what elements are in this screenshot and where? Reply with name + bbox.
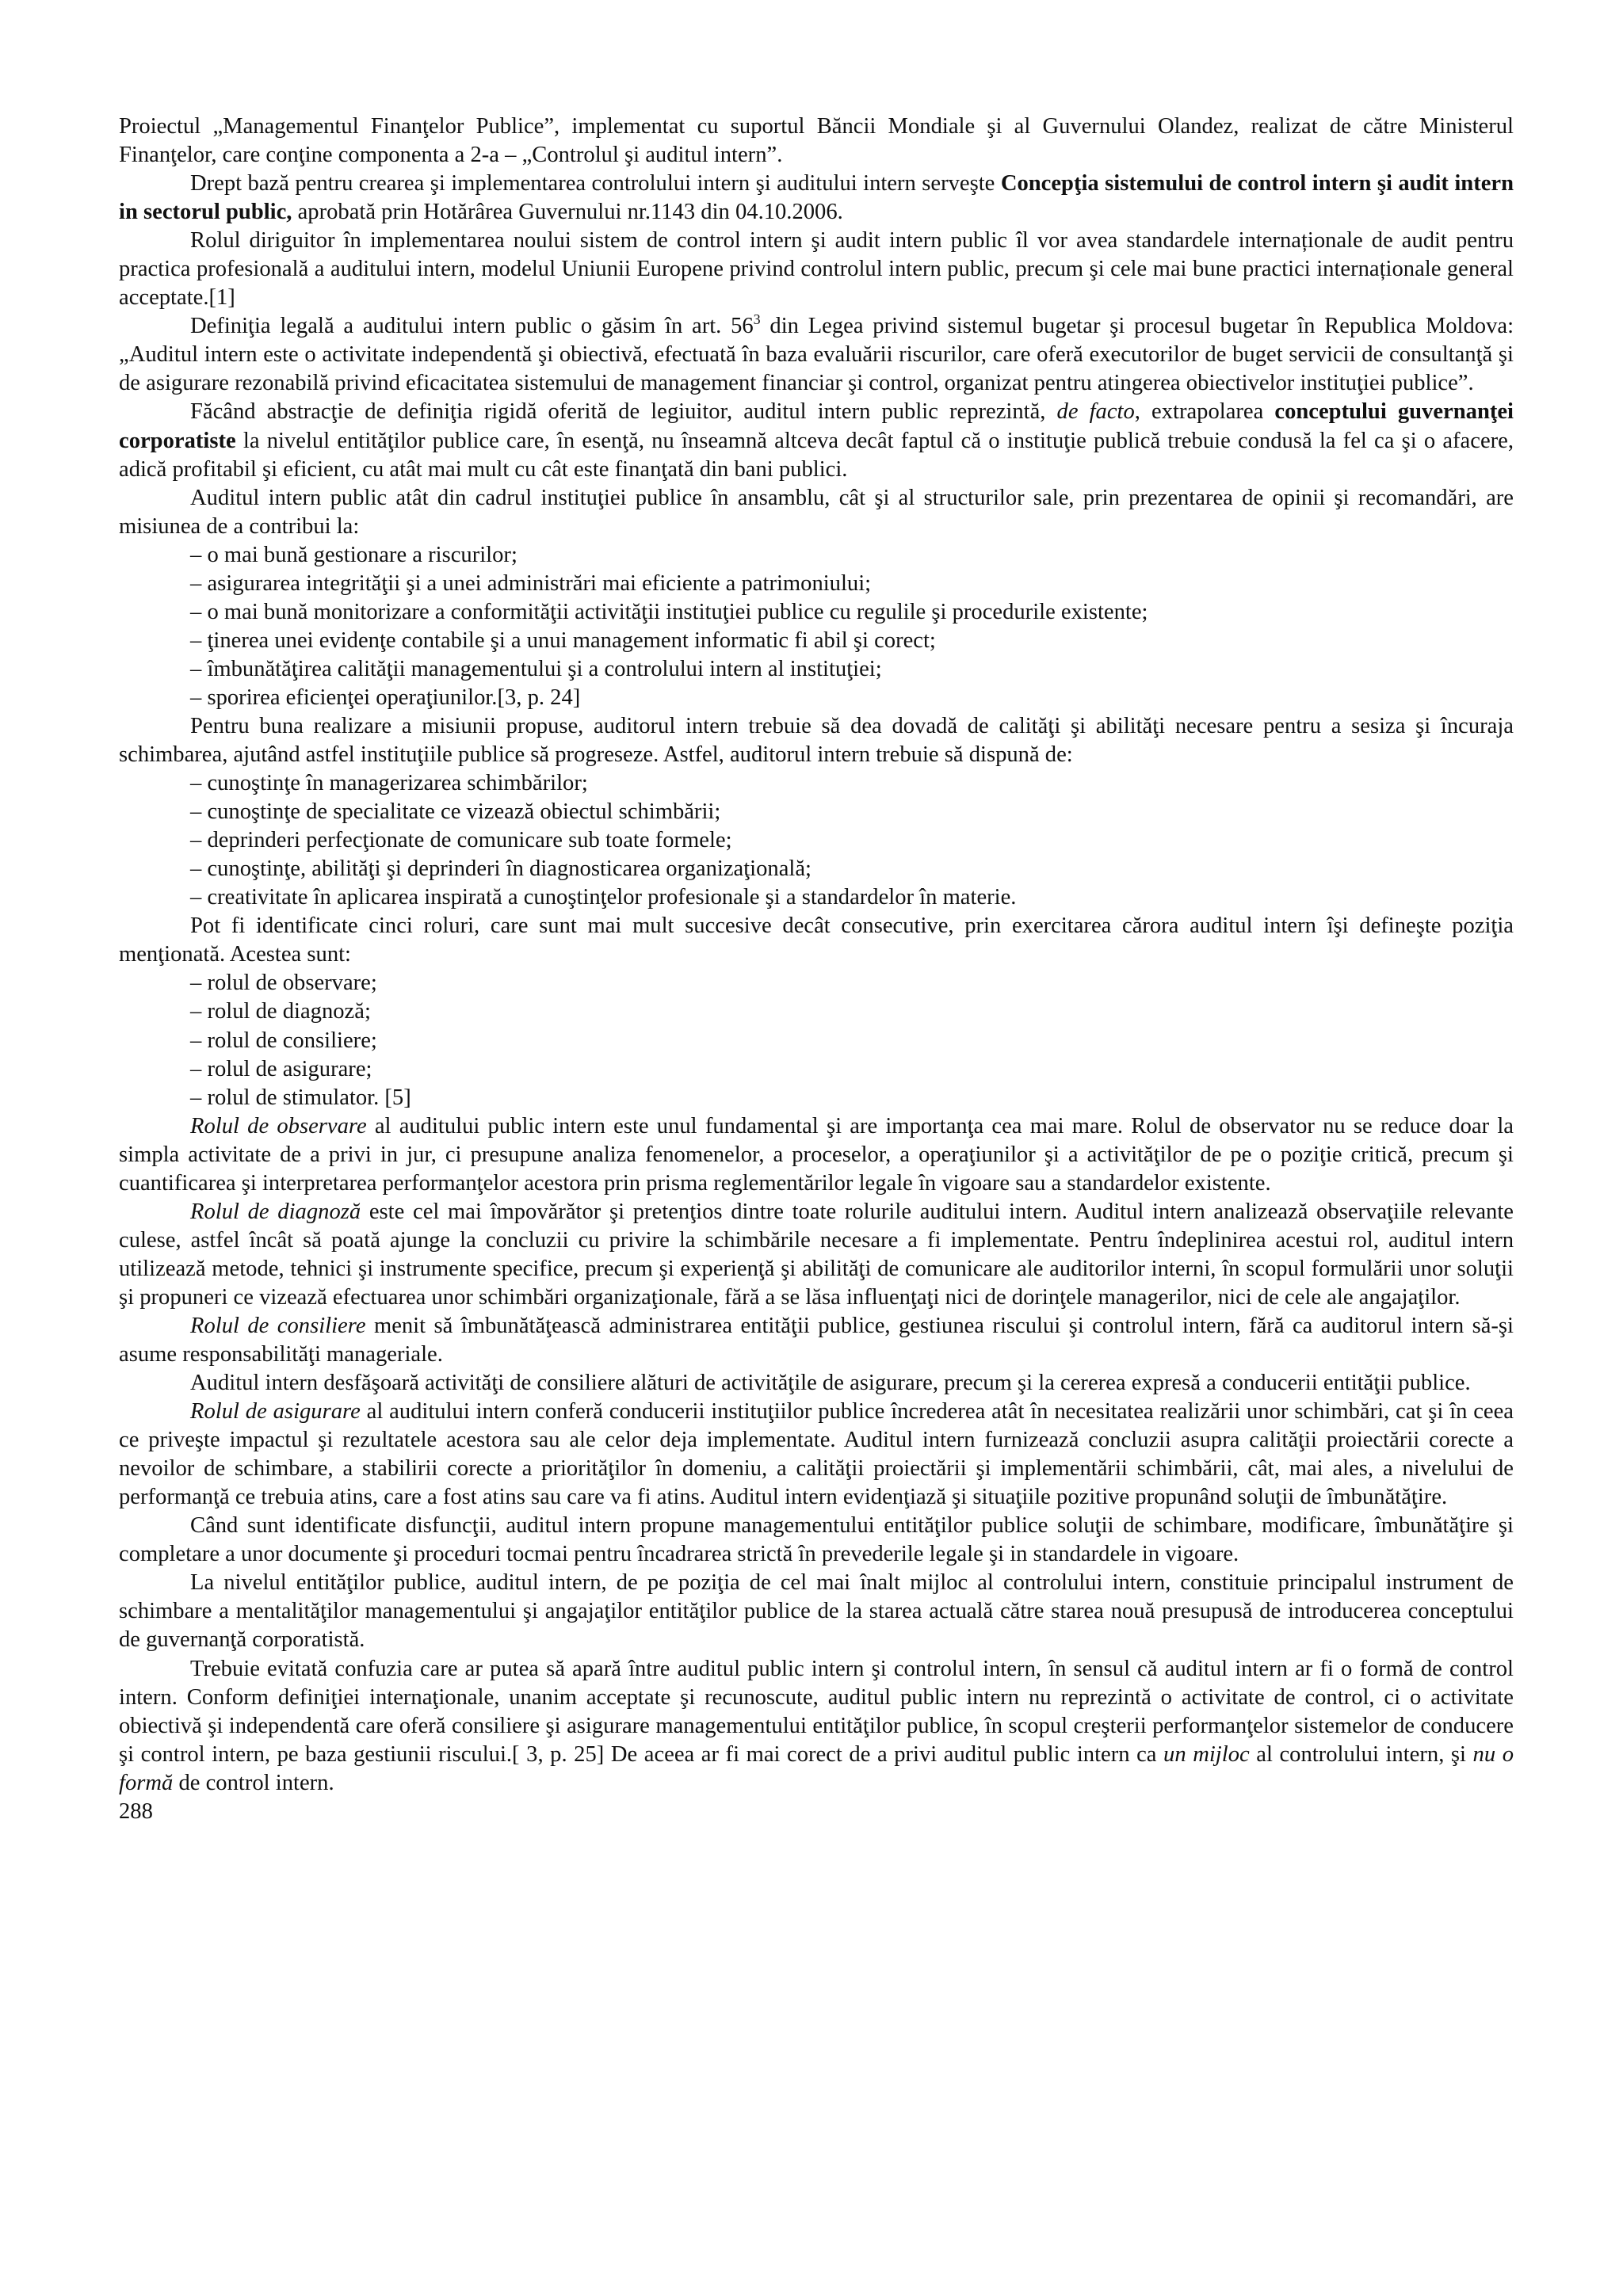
- paragraph-16: [119, 1655, 1514, 1798]
- paragraph-9: [119, 1112, 1514, 1198]
- italic-text: Rolul de observare: [190, 1113, 367, 1138]
- paragraph-8: Pot fi identificate cinci roluri, care sunt mai mult succesive decât consecutive, prin exercitarea cărora auditul intern îşi defineşte poziţia menţionată. Acestea sunt:: [119, 913, 1514, 967]
- list-item: – sporirea eficienţei operaţiunilor.[3, p. 24]: [190, 685, 581, 710]
- list-item: – ţinerea unei evidenţe contabile şi a unui management informatic fi abil şi corect;: [190, 627, 936, 653]
- italic-text: nu o formă: [119, 1741, 1514, 1795]
- italic-text: de facto: [1056, 399, 1135, 425]
- paragraph-11: [119, 1312, 1514, 1369]
- paragraph-15: La nivelul entităţilor publice, auditul intern, de pe poziţia de cel mai înalt mijloc al controlului intern, constituie principalul instrument de schimbare a mentalităţilor managementului şi angajaţilor entităţilor publice de la starea actuală către starea nouă presupusă de introducerea conceptului de guvernanţă corporatistă.: [119, 1570, 1514, 1653]
- text-run: , extrapolarea: [1134, 399, 1275, 425]
- text-run: Făcând abstracţie de definiţia rigidă oferită de legiuitor, auditul intern public reprezintă,: [190, 399, 1057, 425]
- text-run: la nivelul entităţilor publice care, în esenţă, nu înseamnă altceva decât faptul că o instituţie publică trebuie condusă la fel ca şi o afacere, adică profitabil şi eficient, cu atât mai mult cu cât este finanţată din bani publici.: [119, 428, 1514, 482]
- text-run: al controlului intern, şi: [1249, 1741, 1473, 1767]
- bold-text: conceptului guvernanţei corporatiste: [119, 399, 1514, 453]
- text-run: este cel mai împovărător şi pretenţios dintre toate rolurile auditului intern. Auditul intern analizează observaţiile relevante culese, astfel încât să poată ajunge la concluzii cu privire la schimbările necesare a fi implementate. Pentru îndeplinirea acestui rol, auditul intern utilizează metode, tehnici şi instrumente specifice, precum şi experienţă şi abilităţi de comunicare ale auditorilor interni, în scopul formulării unor soluţii şi propuneri ce vizează efectuarea unor schimbări organizaţionale, fără a se lăsa influenţaţi nici de dorinţele managerilor, nici de cele ale angajaţilor.: [119, 1199, 1514, 1310]
- text-run: Trebuie evitată confuzia care ar putea să apară între auditul public intern şi controlul intern, în sensul că auditul intern ar fi o formă de control intern. Conform definiţiei internaţionale, unanim acceptate şi recunoscute, auditul public intern nu reprezintă o activitate de control, ci o activitate obiectivă şi independentă care oferă consiliere şi asigurare managementului entităţilor publice, în scopul creşterii performanţelor sistemelor de conducere şi control intern, pe baza gestiunii riscului.[ 3, p. 25] De aceea ar fi mai corect de a privi auditul public intern ca: [119, 1656, 1514, 1767]
- text-run: Drept bază pentru crearea şi implementarea controlului intern şi auditului intern serveşte: [190, 171, 1001, 196]
- paragraph-6: Auditul intern public atât din cadrul instituţiei publice în ansamblu, cât şi al structurilor sale, prin prezentarea de opinii şi recomandări, are misiunea de a contribui la:: [119, 485, 1514, 539]
- superscript: 3: [753, 311, 761, 328]
- paragraph-10: [119, 1198, 1514, 1312]
- text-run: menit să îmbunătăţească administrarea entităţii publice, gestiunea riscului şi controlul intern, fără ca auditorul intern să-şi asume responsabilităţi manageriale.: [119, 1313, 1514, 1367]
- list-item: – îmbunătăţirea calităţii managementului şi a controlului intern al instituţiei;: [190, 656, 882, 681]
- text-run: al auditului public intern este unul fundamental şi are importanţa cea mai mare. Rolul de observator nu se reduce doar la simpla activitate de a privi in jur, ci presupune analiza fenomenelor, a proceselor, a operaţiunilor şi a activităţilor de pe o poziţie critică, precum şi cuantificarea şi interpretarea performanţelor acestora prin prisma reglementărilor legale în vigoare sau a standardelor existente.: [119, 1113, 1514, 1196]
- paragraph-2: [119, 170, 1514, 227]
- paragraph-13: [119, 1398, 1514, 1512]
- italic-text: un mijloc: [1163, 1741, 1250, 1767]
- list-item: – rolul de asigurare;: [190, 1056, 372, 1081]
- italic-text: Rolul de asigurare: [190, 1399, 361, 1425]
- list-item: – rolul de consiliere;: [190, 1028, 377, 1053]
- paragraph-4: [119, 312, 1514, 398]
- paragraph-12: Auditul intern desfăşoară activităţi de consiliere alături de activităţile de asigurare, precum şi la cererea expresă a conducerii entităţii publice.: [190, 1371, 1471, 1396]
- list-item: – cunoştinţe în managerizarea schimbărilor;: [190, 771, 588, 796]
- text-run: Definiţia legală a auditului intern public o găsim în art. 56: [190, 314, 754, 339]
- paragraph-1: Proiectul „Managementul Finanţelor Publice”, implementat cu suportul Băncii Mondiale şi al Guvernului Olandez, realizat de către Ministerul Finanţelor, care conţine componenta a 2-a – „Controlul şi auditul intern”.: [119, 114, 1514, 168]
- text-run: de control intern.: [173, 1770, 334, 1795]
- paragraph-14: Când sunt identificate disfuncţii, auditul intern propune managementului entităţilor publice soluţii de schimbare, modificare, îmbunătăţire şi completare a unor documente şi proceduri tocmai pentru încadrarea strictă în prevederile legale şi in standardele in vigoare.: [119, 1513, 1514, 1567]
- list-item: – o mai bună gestionare a riscurilor;: [190, 542, 517, 567]
- list-item: – creativitate în aplicarea inspirată a cunoştinţelor profesionale şi a standardelor în materie.: [190, 885, 1017, 910]
- list-item: – rolul de diagnoză;: [190, 999, 371, 1024]
- list-item: – rolul de observare;: [190, 971, 377, 996]
- page-number: 288: [119, 1798, 153, 1824]
- paragraph-5: [119, 398, 1514, 483]
- list-item: – cunoştinţe, abilităţi şi deprinderi în diagnosticarea organizaţională;: [190, 856, 812, 882]
- paragraph-7: Pentru buna realizare a misiunii propuse, auditorul intern trebuie să dea dovadă de calităţi şi abilităţi necesare pentru a sesiza şi încuraja schimbarea, ajutând astfel instituţiile publice să progreseze. Astfel, auditorul intern trebuie să dispună de:: [119, 713, 1514, 768]
- list-item: – cunoştinţe de specialitate ce vizează obiectul schimbării;: [190, 799, 721, 825]
- text-run: aprobată prin Hotărârea Guvernului nr.1143 din 04.10.2006.: [292, 200, 843, 225]
- bold-text: Concepţia sistemului de control intern şi audit intern in sectorul public,: [119, 171, 1514, 225]
- italic-text: Rolul de consiliere: [190, 1313, 366, 1338]
- list-item: – deprinderi perfecţionate de comunicare sub toate formele;: [190, 828, 732, 853]
- italic-text: Rolul de diagnoză: [190, 1199, 361, 1224]
- text-run: al auditului intern conferă conducerii instituţiilor publice încrederea atât în necesitatea realizării unor schimbări, cat şi în ceea ce priveşte impactul şi rezultatele acestora sau ale celor deja implementate. Auditul intern furnizează concluzii asupra calităţii proiectării corecte a nevoilor de schimbare, a stabilirii corecte a priorităţilor în domeniu, a calităţii proiectării şi implementării schimbării, cât, mai ales, a nivelului de performanţă ce trebuia atins, care a fost atins sau care va fi atins. Auditul intern evidenţiază şi situaţiile pozitive propunând soluţii de îmbunătăţire.: [119, 1399, 1514, 1510]
- document-page: [119, 113, 1514, 1826]
- text-run: din Legea privind sistemul bugetar şi procesul bugetar în Republica Moldova: „Auditul intern este o activitate independentă şi obiectivă, efectuată în baza evaluării riscurilor, care oferă executorilor de buget servicii de consultanţă şi de asigurare rezonabilă privind eficacitatea sistemului de management financiar şi control, organizat pentru atingerea obiectivelor instituţiei publice”.: [119, 314, 1514, 396]
- list-item: – o mai bună monitorizare a conformităţii activităţii instituţiei publice cu regulile şi procedurile existente;: [190, 599, 1148, 624]
- list-item: – asigurarea integrităţii şi a unei administrări mai eficiente a patrimoniului;: [190, 570, 872, 596]
- list-item: – rolul de stimulator. [5]: [190, 1085, 411, 1110]
- paragraph-3: Rolul diriguitor în implementarea noului sistem de control intern şi audit intern public îl vor avea standardele internaționale de audit pentru practica profesională a auditului intern, modelul Uniunii Europene privind controlul intern public, precum şi cele mai bune practici internaționale general acceptate.[1]: [119, 228, 1514, 311]
